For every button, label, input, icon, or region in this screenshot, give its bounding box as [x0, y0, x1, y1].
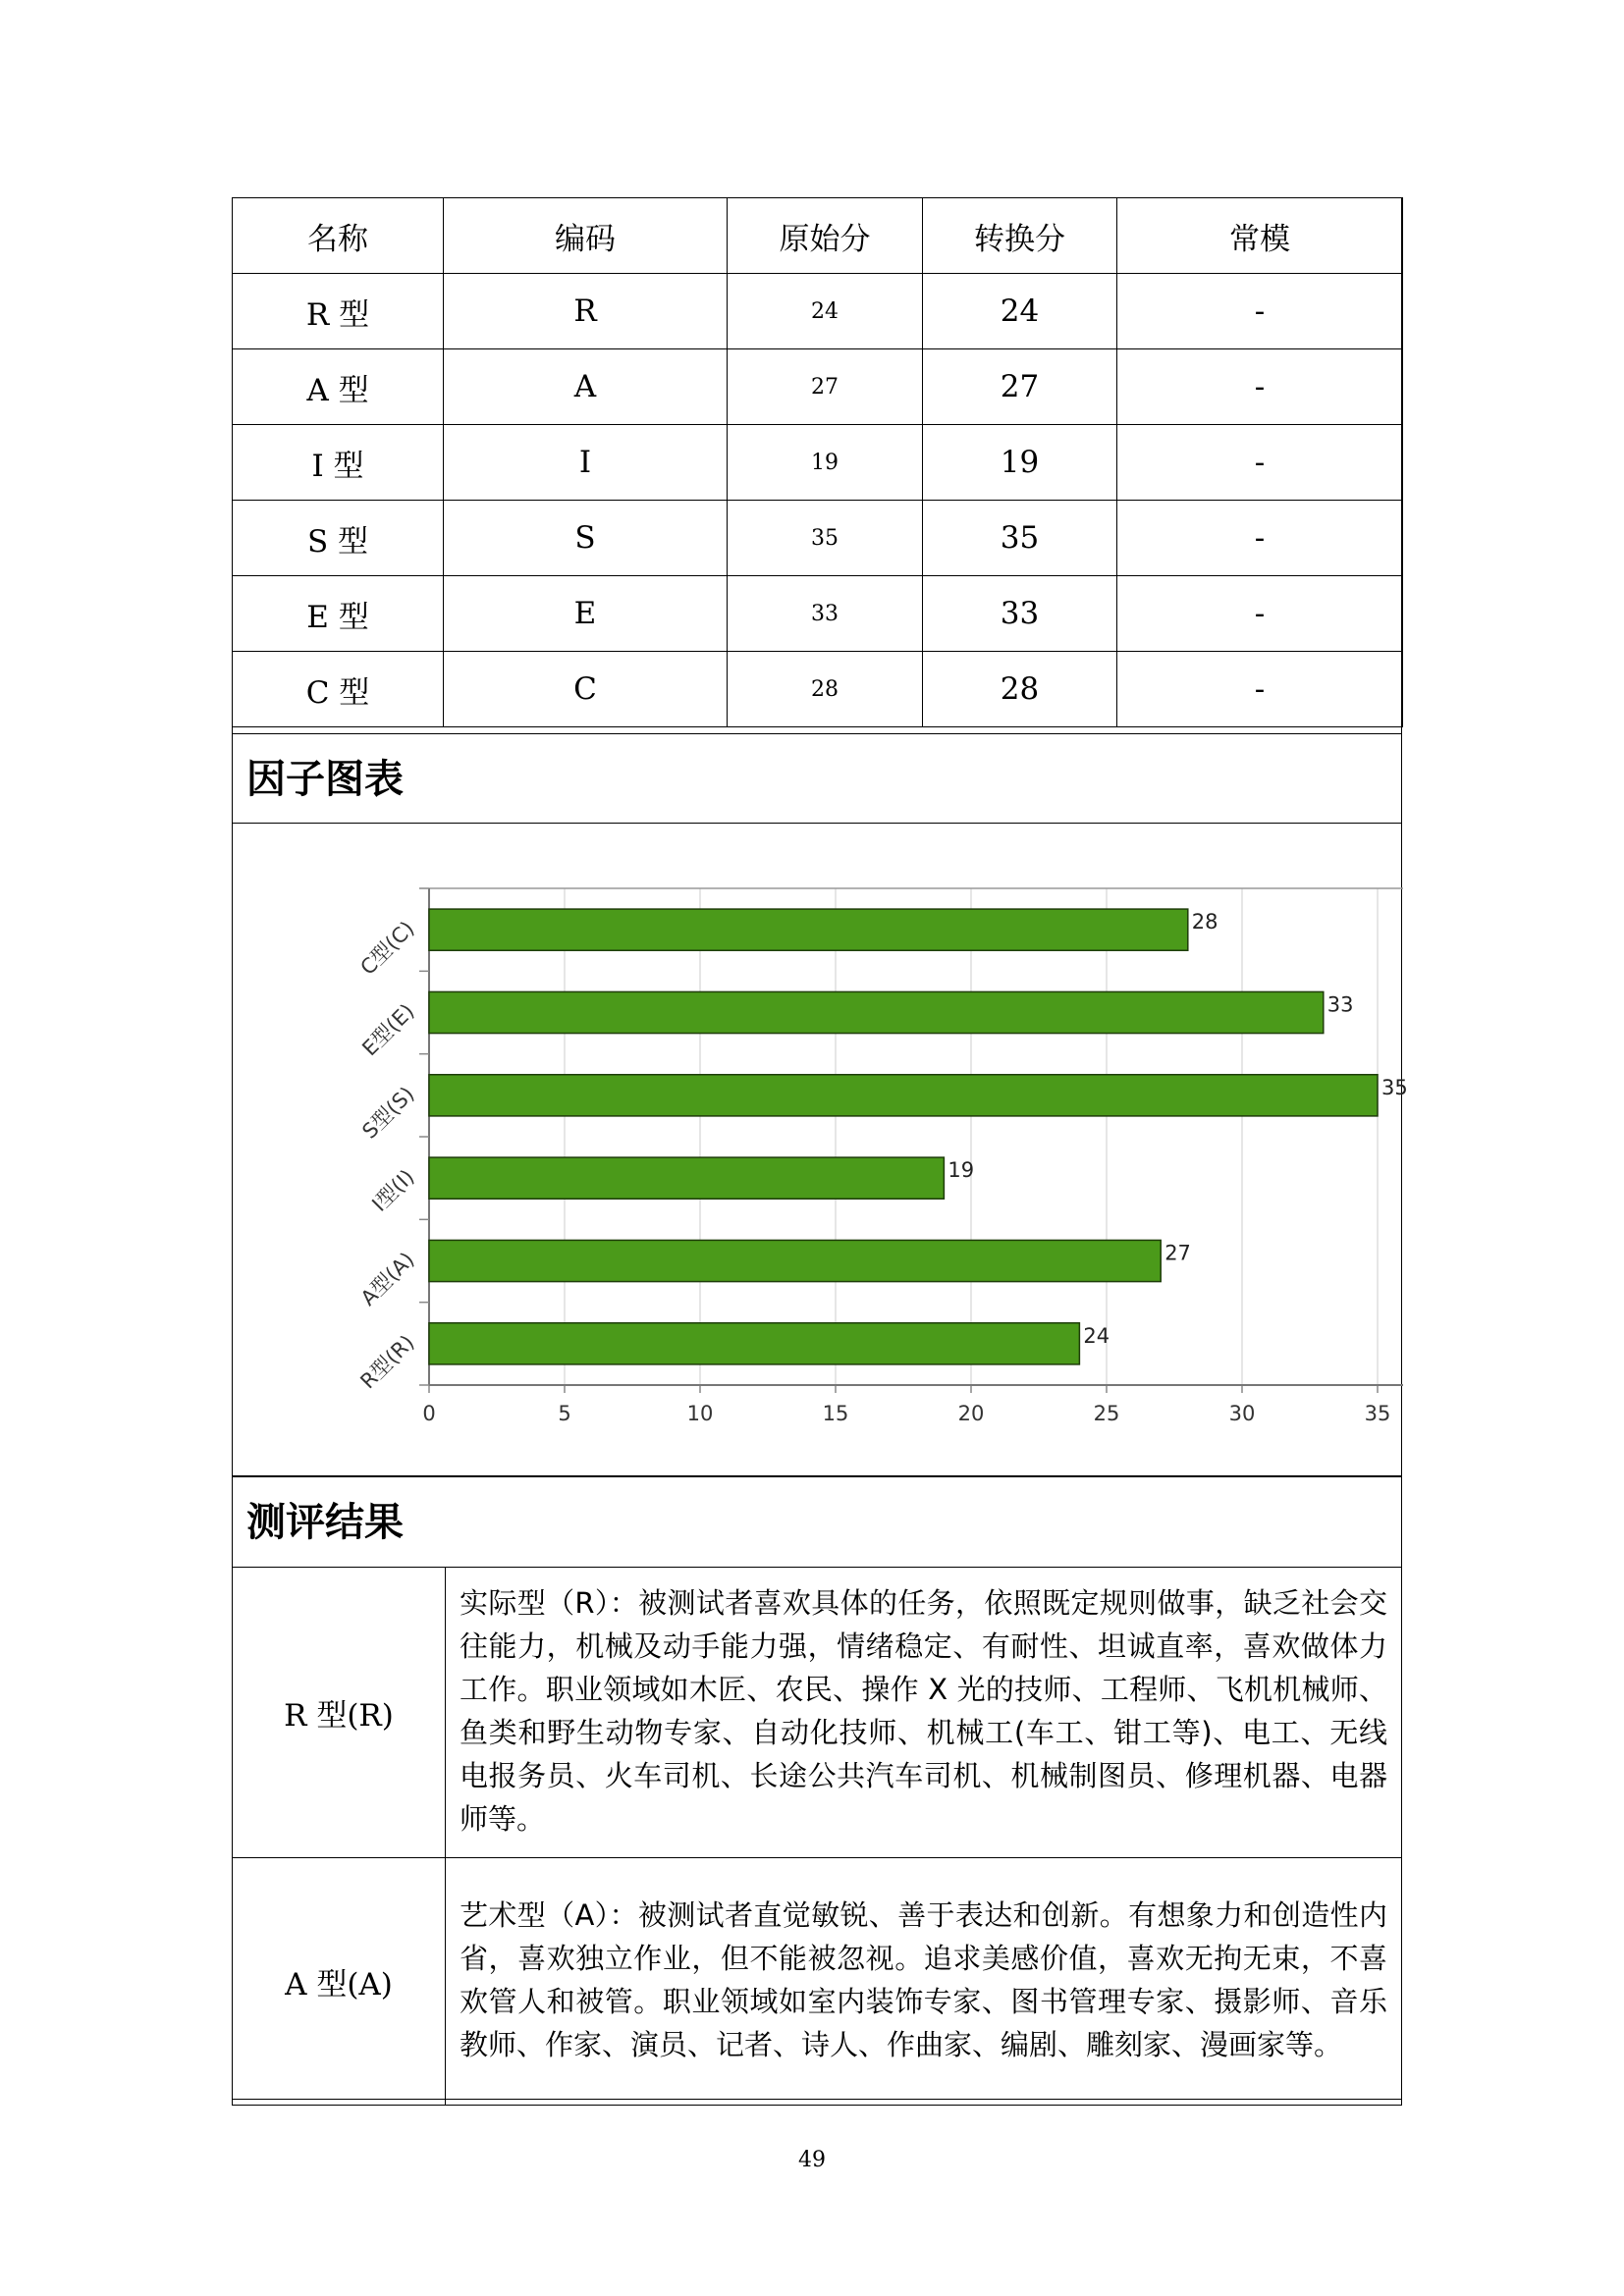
bar — [429, 991, 1324, 1033]
row-code: E — [444, 576, 728, 652]
bar — [429, 1075, 1378, 1116]
row-norm: - — [1117, 576, 1403, 652]
table-row — [233, 274, 1403, 349]
row-code: C — [444, 652, 728, 727]
x-tick-label: 10 — [686, 1402, 714, 1425]
x-tick-label: 15 — [822, 1402, 849, 1425]
header-norm: 常模 — [1117, 198, 1403, 274]
result-type: A 型(A) — [233, 1858, 446, 2106]
x-tick-label: 5 — [558, 1402, 571, 1425]
score-table-header — [233, 198, 1403, 274]
header-code: 编码 — [444, 198, 728, 274]
result-description: 实际型（R）：被测试者喜欢具体的任务，依照既定规则做事，缺乏社会交往能力，机械及动手能力强，情绪稳定、有耐性、坦诚直率，喜欢做体力工作。职业领域如木匠、农民、操作 X 光的技师、工程师、飞机机械师、鱼类和野生动物专家、自动化技师、机械工(车工、钳工等)、电工、无线电报务员、火车司机、长途公共汽车司机、机械制图员、修理机器、电器师等。 — [446, 1568, 1402, 1858]
bar — [429, 1323, 1079, 1364]
x-tick-label: 20 — [957, 1402, 985, 1425]
row-converted-score: 27 — [923, 349, 1117, 425]
row-raw-score: 28 — [728, 652, 923, 727]
header-converted-score: 转换分 — [923, 198, 1117, 274]
table-row — [233, 425, 1403, 501]
table-row — [233, 501, 1403, 576]
bar — [429, 1240, 1161, 1281]
data-label: 24 — [1083, 1323, 1110, 1348]
result-row — [233, 1858, 1402, 2106]
row-name: R 型 — [233, 274, 444, 349]
row-code: R — [444, 274, 728, 349]
bar — [429, 1157, 944, 1199]
row-code: I — [444, 425, 728, 501]
data-label: 19 — [947, 1158, 975, 1183]
y-tick-label: S型(S) — [357, 1082, 419, 1144]
x-tick-label: 25 — [1093, 1402, 1120, 1425]
header-name: 名称 — [233, 198, 444, 274]
data-label: 27 — [1164, 1241, 1191, 1265]
results-heading: 测评结果 — [232, 1476, 1402, 1567]
row-raw-score: 33 — [728, 576, 923, 652]
row-converted-score: 24 — [923, 274, 1117, 349]
x-tick-label: 0 — [422, 1402, 436, 1425]
result-description: 艺术型（A）：被测试者直觉敏锐、善于表达和创新。有想象力和创造性内省，喜欢独立作业，但不能被忽视。追求美感价值，喜欢无拘无束，不喜欢管人和被管。职业领域如室内装饰专家、图书管理专家、摄影师、音乐教师、作家、演员、记者、诗人、作曲家、编剧、雕刻家、漫画家等。 — [446, 1858, 1402, 2106]
y-tick-label: C型(C) — [355, 916, 419, 980]
y-tick-label: A型(A) — [355, 1248, 419, 1310]
row-converted-score: 35 — [923, 501, 1117, 576]
bar — [429, 909, 1188, 950]
y-tick-label: R型(R) — [355, 1330, 419, 1394]
row-name: I 型 — [233, 425, 444, 501]
row-converted-score: 28 — [923, 652, 1117, 727]
row-norm: - — [1117, 425, 1403, 501]
row-raw-score: 19 — [728, 425, 923, 501]
y-tick-label: E型(E) — [357, 999, 419, 1061]
factor-chart-heading: 因子图表 — [232, 733, 1402, 824]
score-table — [232, 197, 1403, 727]
factor-chart — [232, 823, 1408, 1476]
row-name: S 型 — [233, 501, 444, 576]
row-converted-score: 33 — [923, 576, 1117, 652]
row-code: A — [444, 349, 728, 425]
data-label: 28 — [1191, 910, 1218, 934]
row-code: S — [444, 501, 728, 576]
row-norm: - — [1117, 501, 1403, 576]
table-row — [233, 652, 1403, 727]
row-norm: - — [1117, 274, 1403, 349]
row-norm: - — [1117, 349, 1403, 425]
table-row — [233, 576, 1403, 652]
row-raw-score: 35 — [728, 501, 923, 576]
row-raw-score: 27 — [728, 349, 923, 425]
row-converted-score: 19 — [923, 425, 1117, 501]
header-raw-score: 原始分 — [728, 198, 923, 274]
results-table — [232, 1567, 1402, 2106]
row-norm: - — [1117, 652, 1403, 727]
x-tick-label: 35 — [1364, 1402, 1391, 1425]
x-tick-label: 30 — [1228, 1402, 1256, 1425]
y-tick-label: I型(I) — [367, 1164, 419, 1216]
data-label: 35 — [1381, 1075, 1408, 1099]
bar-chart-svg — [233, 824, 1408, 1477]
table-row — [233, 349, 1403, 425]
row-raw-score: 24 — [728, 274, 923, 349]
data-label: 33 — [1326, 992, 1354, 1017]
row-name: A 型 — [233, 349, 444, 425]
row-name: E 型 — [233, 576, 444, 652]
row-name: C 型 — [233, 652, 444, 727]
result-type: R 型(R) — [233, 1568, 446, 1858]
result-row — [233, 1568, 1402, 1858]
page-number: 49 — [798, 2148, 826, 2172]
